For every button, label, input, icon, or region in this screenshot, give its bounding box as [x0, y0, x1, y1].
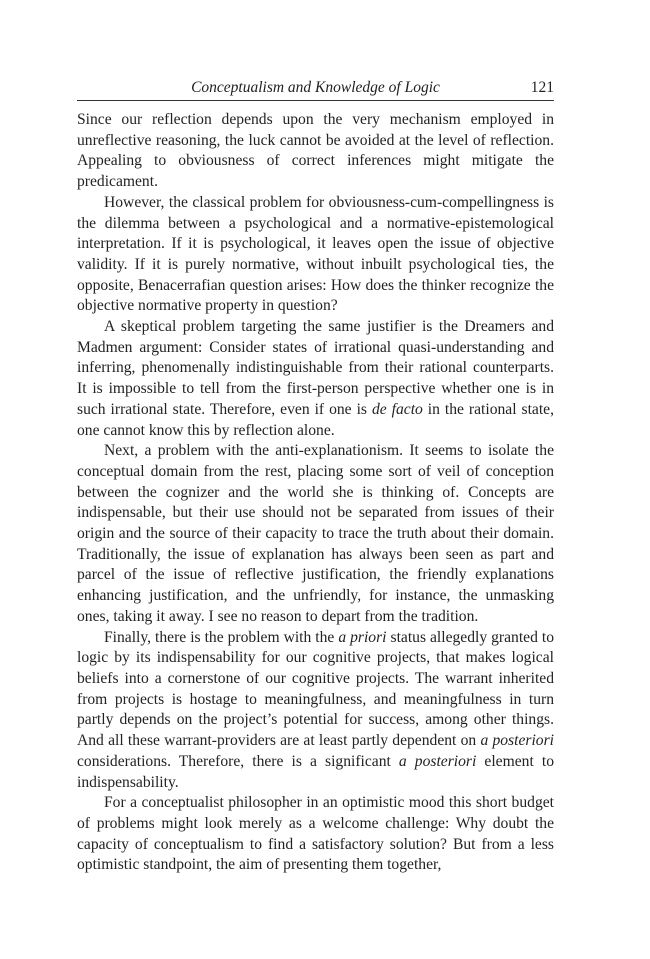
running-head [77, 78, 554, 101]
italic-run: a priori [338, 628, 387, 646]
paragraph-4 [77, 441, 554, 627]
text-run: in the rational state, one cannot know this by reflection alone. [77, 400, 555, 439]
body-text [77, 110, 554, 876]
text-run: Since our reflection depends upon the very mechanism employed in unreflective reasoning, the luck cannot be avoided at the level of reflection. Appealing to obviousness of correct inferences might mitigate the predicament. [77, 111, 554, 191]
text-run: Next, a problem with the anti-explanationism. It seems to isolate the conceptual domain from the rest, placing some sort of veil of conception between the cognizer and the world she is thinking of. Concepts are indispensable, but their use should not be separated from issues of their origin and the source of their capacity to trace the truth about their domain. Traditionally, the issue of explanation has always been seen as part and parcel of the issue of reflective justification, the friendly explanations enhancing justification, and the unfriendly, for instance, the unmasking ones, taking it away. I see no reason to depart from the tradition. [77, 442, 554, 625]
paragraph-3 [77, 317, 554, 441]
running-title: Conceptualism and Knowledge of Logic [191, 79, 440, 96]
page-number: 121 [530, 79, 554, 96]
italic-run: a posteriori [480, 732, 554, 750]
text-run: considerations. Therefore, there is a significant [77, 752, 399, 770]
text-run: However, the classical problem for obviousness-cum-compellingness is the dilemma between a psychological and a normative-epistemological interpretation. If it is psychological, it leaves open the issue of objective validity. If it is purely normative, without inbuilt psychological ties, the opposite, Benacerrafian question arises: How does the thinker recognize the objective normative property in question? [77, 193, 554, 315]
text-run: A skeptical problem targeting the same justifier is the Dreamers and Madmen argument: Consider states of irrational quasi-understanding and inferring, phenomenally indistinguishable from their rational counterparts. It is impossible to tell from the first-person perspective whether one is in such irrational state. Therefore, even if one is [77, 318, 554, 418]
paragraph-2 [77, 193, 554, 317]
italic-run: de facto [371, 400, 423, 418]
text-run: For a conceptualist philosopher in an optimistic mood this short budget of problems might look merely as a welcome challenge: Why doubt the capacity of conceptualism to find a satisfactory solution? But from a less optimistic standpoint, the aim of presenting them together, [77, 794, 554, 874]
text-run: Finally, there is the problem with the [104, 628, 339, 646]
italic-run: a posteriori [398, 752, 477, 770]
paragraph-6 [77, 793, 554, 876]
paragraph-5 [77, 628, 554, 794]
paragraph-1 [77, 110, 554, 193]
text-run: status allegedly granted to logic by its indispensability for our cognitive projects, that makes logical beliefs into a cornerstone of our cognitive projects. The warrant inherited from projects is hostage to meaningfulness, and meaningfulness in turn partly depends on the project’s potential for success, among other things. And all these warrant-providers are at least partly dependent on [77, 628, 555, 750]
text-run: element to indispensability. [77, 752, 554, 791]
